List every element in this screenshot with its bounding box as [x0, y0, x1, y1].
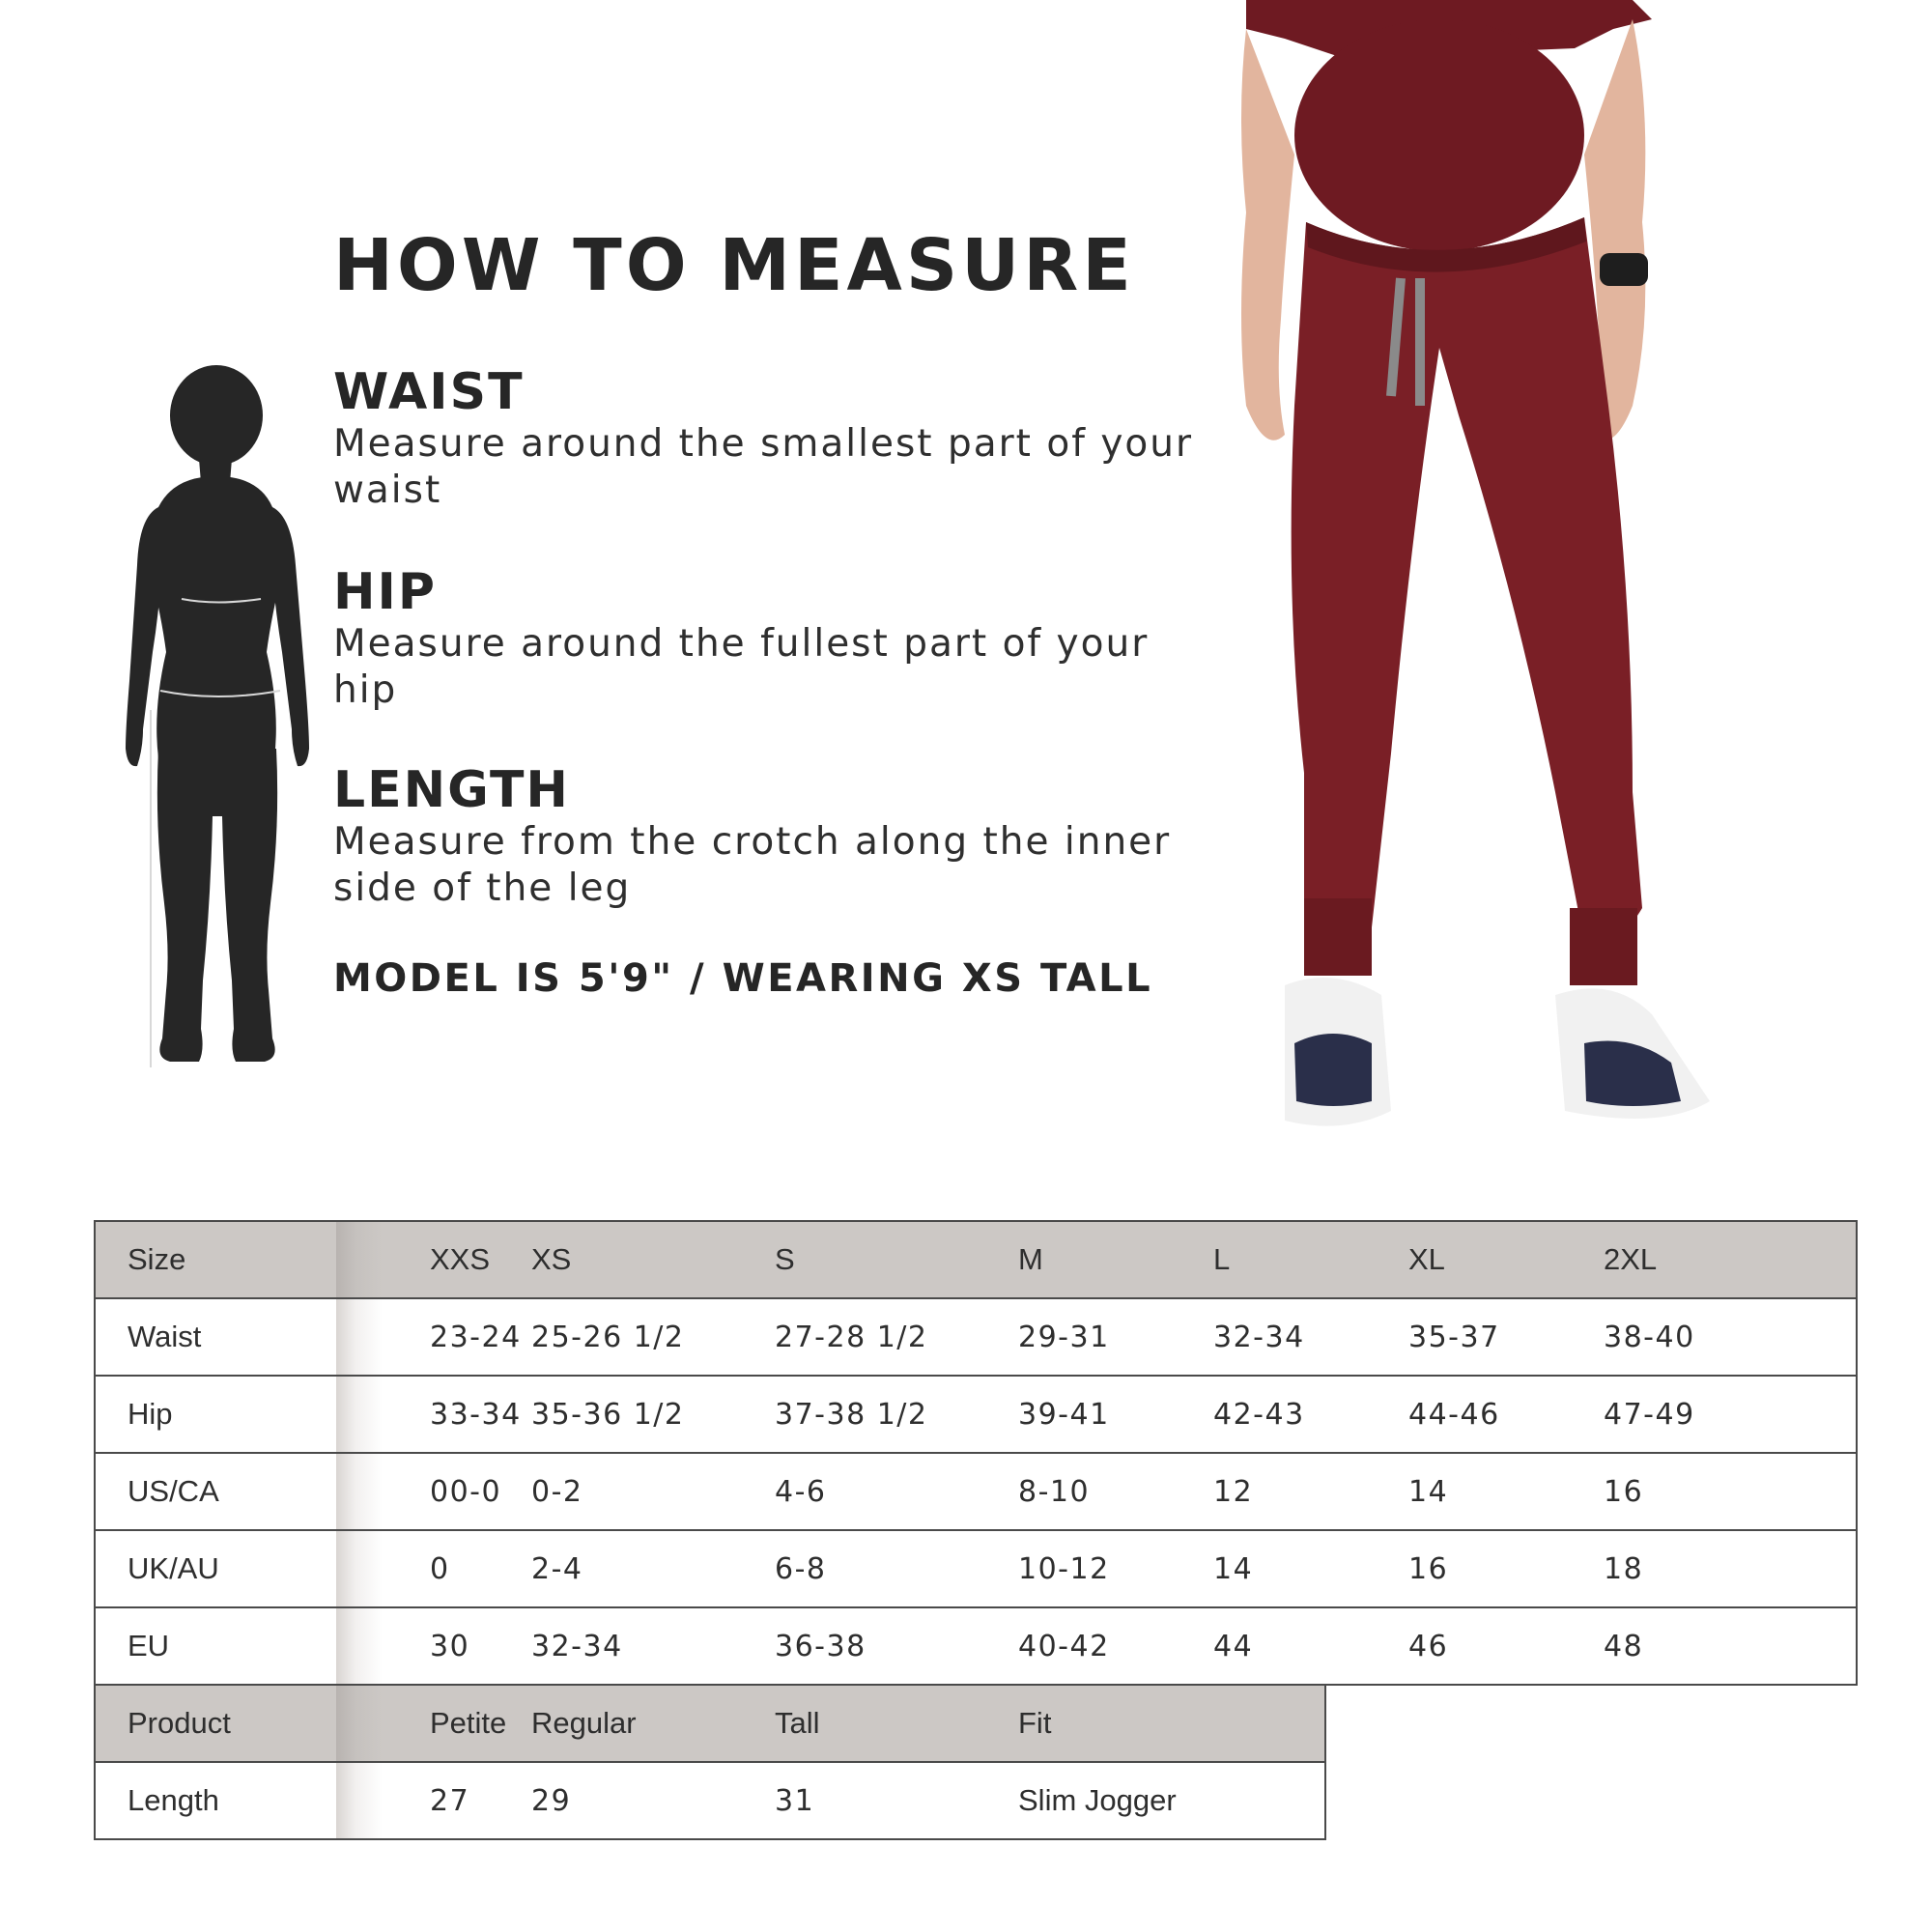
table-row — [95, 1607, 1857, 1685]
hip-heading: HIP — [333, 563, 437, 621]
table-cell: 44 — [1213, 1607, 1408, 1685]
table-cell: 8-10 — [1018, 1453, 1213, 1530]
row-label: Waist — [95, 1298, 336, 1376]
table-cell: 2-4 — [531, 1530, 775, 1607]
length-heading: LENGTH — [333, 761, 570, 819]
table-cell: 0-2 — [531, 1453, 775, 1530]
model-note: MODEL IS 5'9" / WEARING XS TALL — [333, 956, 1153, 1001]
size-header-cell: S — [775, 1221, 1018, 1298]
table-cell: 10-12 — [1018, 1530, 1213, 1607]
table-cell: 33-34 — [336, 1376, 531, 1453]
table-row — [95, 1376, 1857, 1453]
size-header-cell: XS — [531, 1221, 775, 1298]
table-row — [95, 1762, 1325, 1839]
table-cell: 32-34 — [531, 1607, 775, 1685]
product-header-cell: Tall — [775, 1685, 1018, 1762]
waist-description: Measure around the smallest part of your waist — [333, 422, 1194, 512]
table-cell: 48 — [1604, 1607, 1857, 1685]
table-cell: 27 — [336, 1762, 531, 1839]
table-cell: 46 — [1408, 1607, 1604, 1685]
table-cell: 16 — [1408, 1530, 1604, 1607]
size-header-cell: XXS — [336, 1221, 531, 1298]
size-header-cell: XL — [1408, 1221, 1604, 1298]
product-table — [94, 1684, 1326, 1840]
table-cell: 39-41 — [1018, 1376, 1213, 1453]
product-header-cell: Petite — [336, 1685, 531, 1762]
waist-heading: WAIST — [333, 363, 525, 421]
table-cell: 30 — [336, 1607, 531, 1685]
row-label: EU — [95, 1607, 336, 1685]
size-table — [94, 1220, 1858, 1686]
table-cell: 4-6 — [775, 1453, 1018, 1530]
size-header-label: Size — [95, 1221, 336, 1298]
table-cell: 35-37 — [1408, 1298, 1604, 1376]
table-cell: 29-31 — [1018, 1298, 1213, 1376]
table-cell: 44-46 — [1408, 1376, 1604, 1453]
body-silhouette-icon — [116, 362, 328, 1077]
hip-description: Measure around the fullest part of your hip — [333, 622, 1150, 712]
table-cell: 6-8 — [775, 1530, 1018, 1607]
table-cell: 18 — [1604, 1530, 1857, 1607]
table-row — [95, 1298, 1857, 1376]
table-cell: 42-43 — [1213, 1376, 1408, 1453]
row-label: Length — [95, 1762, 336, 1839]
row-label: US/CA — [95, 1453, 336, 1530]
table-cell: 40-42 — [1018, 1607, 1213, 1685]
table-cell: 12 — [1213, 1453, 1408, 1530]
row-label: Hip — [95, 1376, 336, 1453]
size-table-header-row — [95, 1221, 1857, 1298]
table-cell: 37-38 1/2 — [775, 1376, 1018, 1453]
table-cell: 14 — [1408, 1453, 1604, 1530]
table-cell: 35-36 1/2 — [531, 1376, 775, 1453]
product-table-header-row — [95, 1685, 1325, 1762]
table-cell: 38-40 — [1604, 1298, 1857, 1376]
size-header-cell: L — [1213, 1221, 1408, 1298]
table-cell: 27-28 1/2 — [775, 1298, 1018, 1376]
size-header-cell: M — [1018, 1221, 1213, 1298]
table-cell: 29 — [531, 1762, 775, 1839]
how-to-measure-title: HOW TO MEASURE — [333, 224, 1135, 307]
table-cell: 00-0 — [336, 1453, 531, 1530]
table-cell: 14 — [1213, 1530, 1408, 1607]
waist-section — [333, 365, 1203, 514]
row-label: UK/AU — [95, 1530, 336, 1607]
table-cell: 32-34 — [1213, 1298, 1408, 1376]
table-row — [95, 1453, 1857, 1530]
table-cell: 25-26 1/2 — [531, 1298, 775, 1376]
table-cell: 36-38 — [775, 1607, 1018, 1685]
table-row — [95, 1530, 1857, 1607]
table-cell: 0 — [336, 1530, 531, 1607]
product-header-cell: Fit — [1018, 1685, 1325, 1762]
product-header-cell: Regular — [531, 1685, 775, 1762]
hip-section — [333, 565, 1203, 714]
table-cell: 16 — [1604, 1453, 1857, 1530]
length-description: Measure from the crotch along the inner side of the leg — [333, 820, 1172, 910]
size-header-cell: 2XL — [1604, 1221, 1857, 1298]
table-cell: 23-24 — [336, 1298, 531, 1376]
length-section — [333, 763, 1203, 912]
model-photo — [1227, 0, 1787, 1140]
table-cell: 31 — [775, 1762, 1018, 1839]
table-cell: Slim Jogger — [1018, 1762, 1325, 1839]
product-header-label: Product — [95, 1685, 336, 1762]
table-cell: 47-49 — [1604, 1376, 1857, 1453]
